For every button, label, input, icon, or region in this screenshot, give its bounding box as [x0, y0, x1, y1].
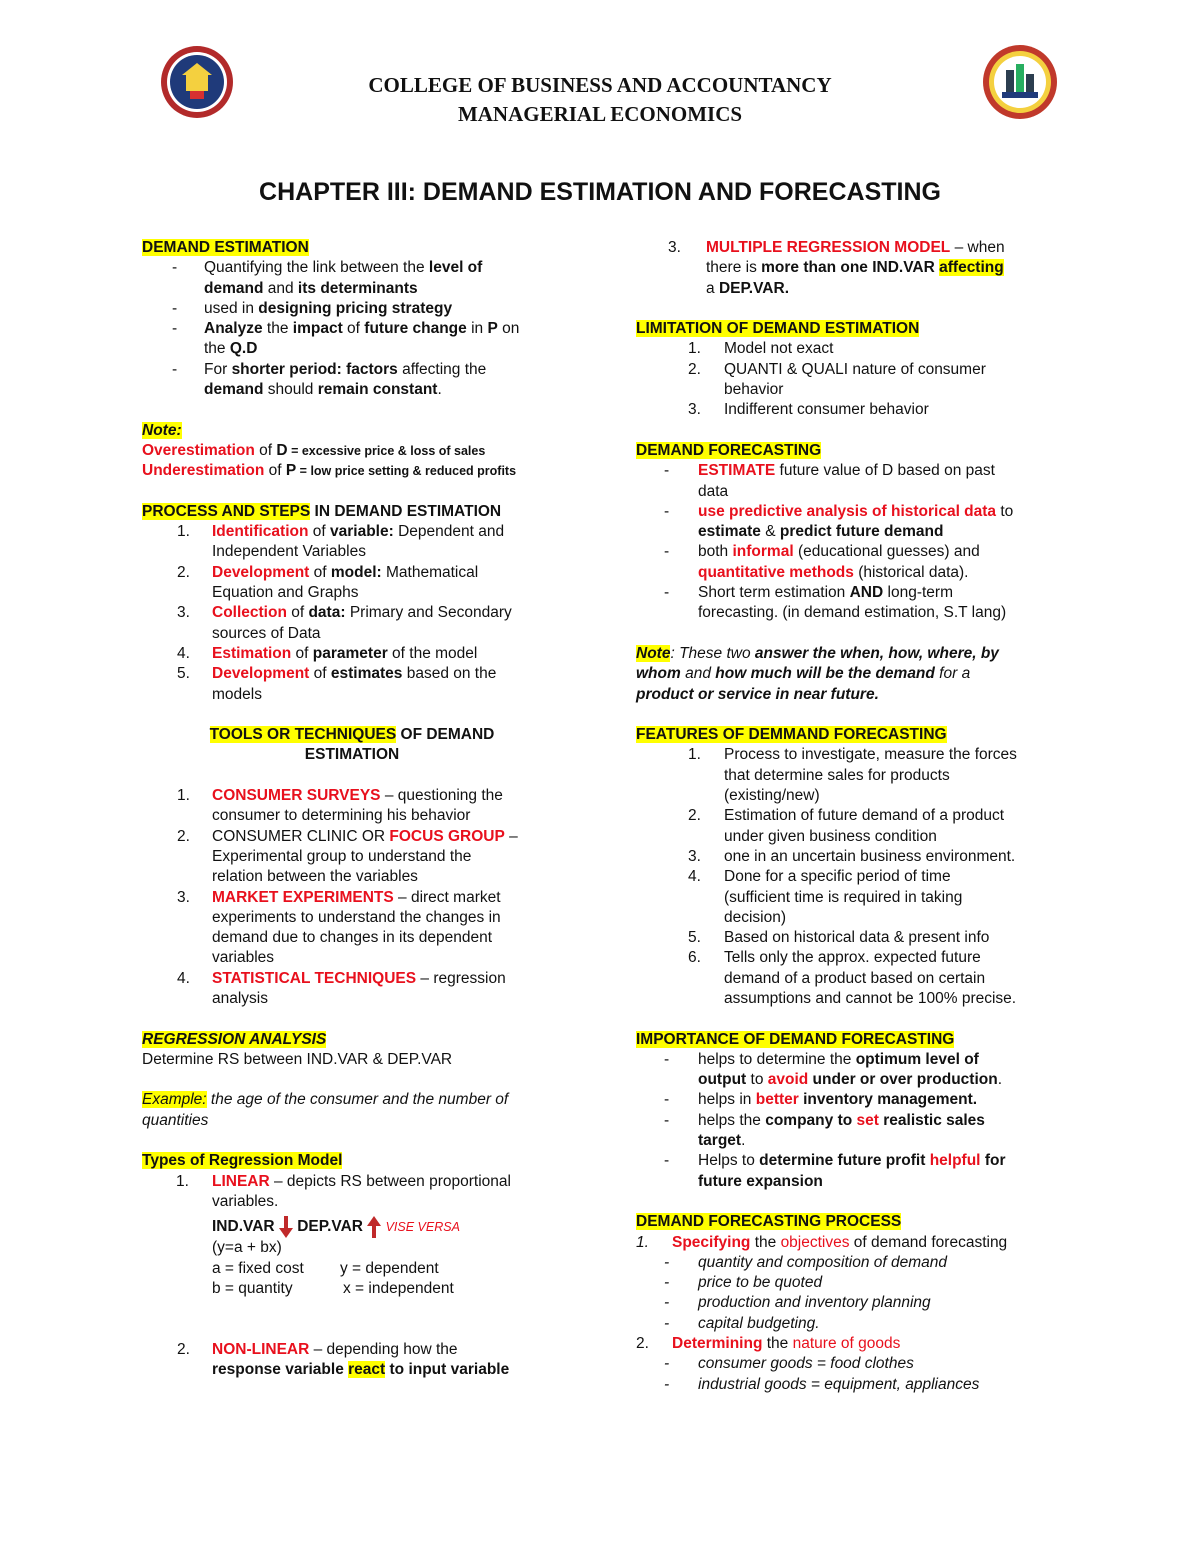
- list-item: 2. NON-LINEAR – depending how the response variable react to input variable: [177, 1340, 510, 1379]
- list-item: 3. one in an uncertain business environment.: [688, 847, 1016, 865]
- list-item: 1. LINEAR – depicts RS between proportional variables.: [176, 1172, 511, 1210]
- list-item: 3. MARKET EXPERIMENTS – direct market experiments to understand the changes in demand due to changes in its dependent variables: [177, 888, 501, 967]
- list-item: 1. CONSUMER SURVEYS – questioning the consumer to determining his behavior: [177, 787, 503, 825]
- list-item: 2. QUANTI & QUALI nature of consumer behavior: [688, 360, 986, 399]
- limitation-heading: LIMITATION OF DEMAND ESTIMATION: [636, 320, 920, 338]
- list-item: 3. MULTIPLE REGRESSION MODEL – when there is more than one IND.VAR affecting a DEP.VAR.: [668, 239, 1005, 297]
- course-name: MANAGERIAL ECONOMICS: [457, 102, 743, 126]
- list-item: - consumer goods = food clothes: [664, 1355, 914, 1373]
- list-item: - helps to determine the optimum level of output to avoid under or over production.: [664, 1050, 1003, 1089]
- list-item: 2. Estimation of future demand of a product under given business condition: [688, 807, 1005, 845]
- list-item: - production and inventory planning: [664, 1294, 931, 1312]
- types-heading: Types of Regression Model: [142, 1152, 343, 1170]
- list-item: - ESTIMATE future value of D based on past data: [664, 462, 995, 500]
- list-item: - industrial goods = equipment, appliances: [664, 1375, 980, 1393]
- list-item: - price to be quoted: [664, 1274, 823, 1292]
- underestimation-line: Underestimation of P = low price setting & reduced profits: [142, 462, 517, 480]
- list-item: 5. Development of estimates based on the models: [177, 665, 497, 703]
- list-item: - Quantifying the link between the level of demand and its determinants: [172, 259, 483, 297]
- list-item: 2. CONSUMER CLINIC OR FOCUS GROUP – Experimental group to understand the relation between the variables: [177, 827, 518, 886]
- list-item: 6. Tells only the approx. expected future demand of a product based on certain assumptions and cannot be 100% precise.: [688, 949, 1017, 1007]
- list-item: - used in designing pricing strategy: [172, 299, 453, 317]
- overestimation-line: Overestimation of D = excessive price & loss of sales: [142, 441, 486, 459]
- list-item: - Analyze the impact of future change in P on the Q.D: [172, 320, 520, 358]
- tools-heading: TOOLS OR TECHNIQUES OF DEMAND ESTIMATION: [209, 726, 495, 764]
- demand-estimation-heading: DEMAND ESTIMATION: [142, 239, 309, 256]
- list-item: 4. STATISTICAL TECHNIQUES – regression analysis: [177, 969, 506, 1007]
- list-item: - quantity and composition of demand: [664, 1253, 948, 1271]
- list-item: 4. Estimation of parameter of the model: [177, 644, 478, 662]
- list-item: - capital budgeting.: [664, 1314, 820, 1332]
- note2-text: Note: These two answer the when, how, where, by whom and how much will be the demand for a product or service in near future.: [636, 644, 999, 703]
- list-item: 5. Based on historical data & present info: [688, 929, 990, 947]
- arrow-up-icon: [367, 1216, 381, 1238]
- list-item: 1. Identification of variable: Dependent and Independent Variables: [177, 523, 505, 561]
- list-item: - use predictive analysis of historical data to estimate & predict future demand: [664, 502, 1014, 541]
- example-text: Example: the age of the consumer and the number of quantities: [142, 1091, 509, 1129]
- list-item: 4. Done for a specific period of time (sufficient time is required in taking decision): [688, 868, 963, 926]
- list-item: 1. Process to investigate, measure the forces that determine sales for products (existing/new): [688, 746, 1017, 805]
- linear-detail: IND.VAR DEP.VAR VISE VERSA (y=a + bx) a = fixed cost y = dependent b = quantity x = independent: [142, 1216, 582, 1299]
- regression-heading: REGRESSION ANALYSIS: [142, 1030, 327, 1048]
- list-item: - helps the company to set realistic sales target.: [664, 1111, 985, 1150]
- list-item: 3. Collection of data: Primary and Secondary sources of Data: [177, 604, 512, 642]
- list-item: 1. Specifying the objectives of demand forecasting: [636, 1233, 1008, 1251]
- college-name: COLLEGE OF BUSINESS AND ACCOUNTANCY: [368, 73, 832, 97]
- left-column: [142, 238, 582, 1380]
- features-heading: FEATURES OF DEMMAND FORECASTING: [636, 726, 947, 744]
- arrow-down-icon: [279, 1216, 293, 1238]
- list-item: 3. Indifferent consumer behavior: [688, 401, 929, 419]
- note-label: Note:: [142, 421, 182, 439]
- list-item: - both informal (educational guesses) and quantitative methods (historical data).: [664, 543, 980, 581]
- list-item: - Helps to determine future profit helpful for future expansion: [664, 1152, 1006, 1190]
- regression-line: Determine RS between IND.VAR & DEP.VAR: [142, 1050, 453, 1068]
- list-item: 1. Model not exact: [688, 340, 834, 358]
- process-heading-right: DEMAND FORECASTING PROCESS: [636, 1213, 902, 1231]
- list-item: - helps in better inventory management.: [664, 1091, 978, 1109]
- list-item: 2. Determining the nature of goods: [636, 1335, 901, 1353]
- right-column: [636, 238, 1076, 1395]
- list-item: - For shorter period: factors affecting the demand should remain constant.: [172, 360, 487, 399]
- list-item: - Short term estimation AND long-term forecasting. (in demand estimation, S.T lang): [664, 584, 1007, 622]
- importance-heading: IMPORTANCE OF DEMAND FORECASTING: [636, 1030, 955, 1048]
- process-heading: PROCESS AND STEPS IN DEMAND ESTIMATION: [142, 502, 502, 520]
- list-item: 2. Development of model: Mathematical Equation and Graphs: [177, 563, 479, 602]
- forecasting-heading: DEMAND FORECASTING: [636, 441, 822, 459]
- chapter-title: CHAPTER III: DEMAND ESTIMATION AND FORECASTING: [259, 178, 941, 206]
